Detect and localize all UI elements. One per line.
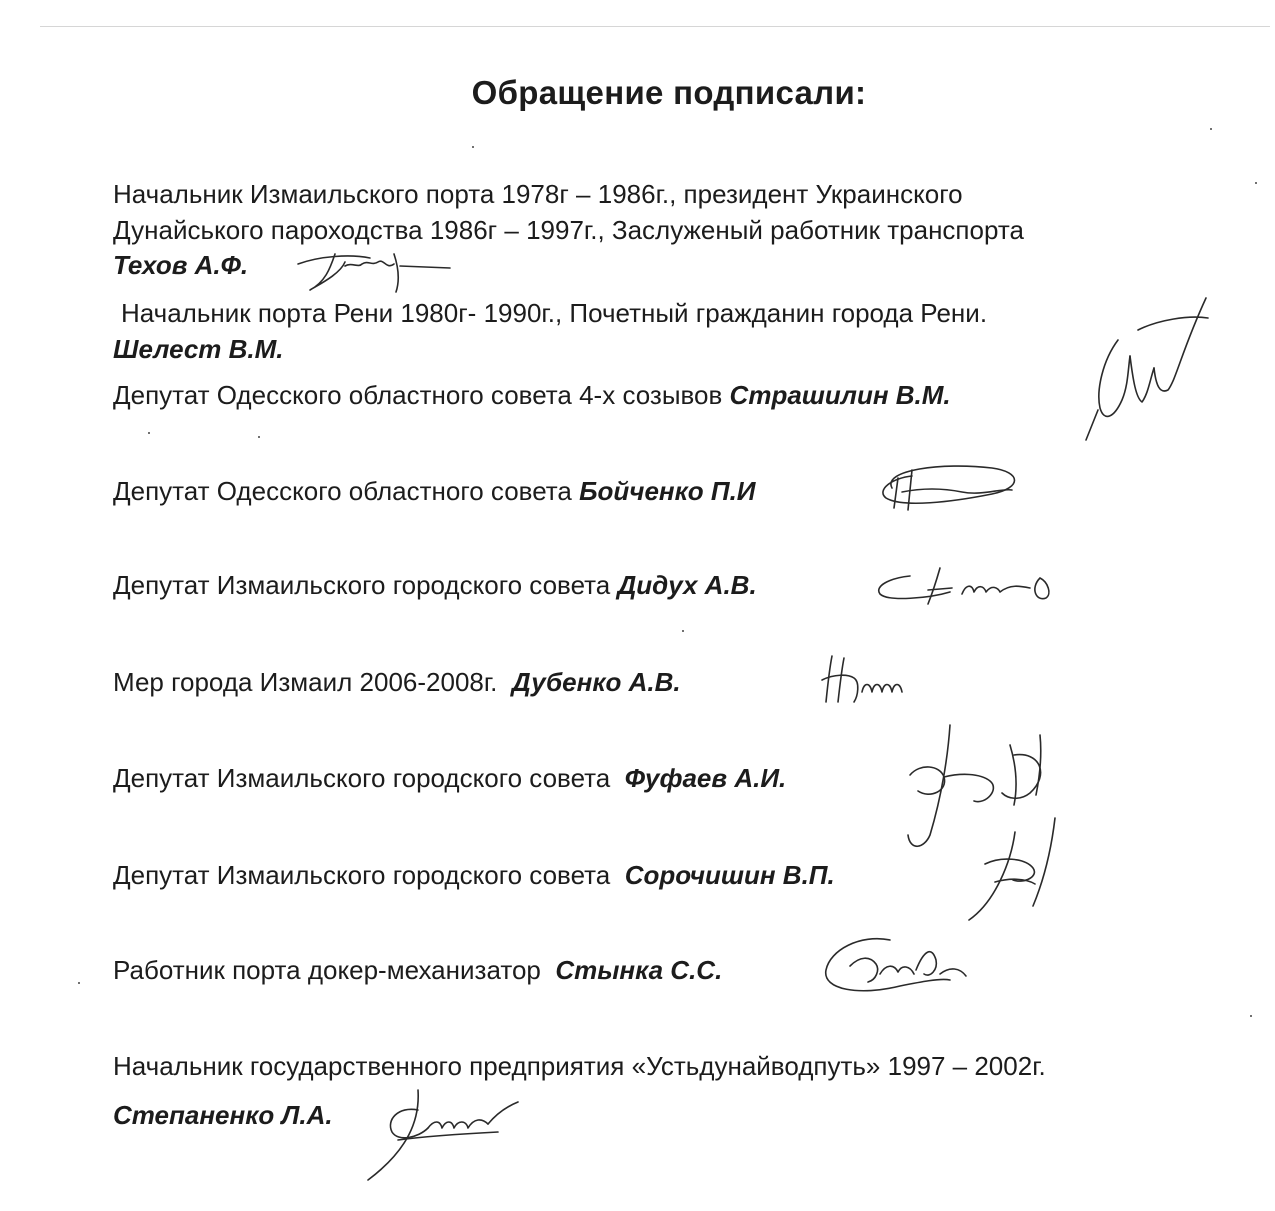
scan-speck [258,436,260,438]
scan-speck [1255,182,1257,184]
signature-dubenko [814,652,914,707]
page-title: Обращение подписали: [471,74,867,111]
entry-2-signatory-name: Шелест В.М. [113,334,284,364]
entry-9-position: Работник порта докер-механизатор [113,955,541,985]
entry-3-text [113,382,951,408]
scan-edge-line [40,26,1270,27]
signature-stynka [820,930,980,1002]
entry-5-signatory-name: Дидух А.В. [617,570,757,600]
entry-6-signatory-name: Дубенко А.В. [511,667,681,697]
entry-6-text [113,669,681,695]
entry-6-position: Мер города Измаил 2006-2008г. [113,667,498,697]
signature-boychenko [872,458,1027,523]
scan-speck [78,982,80,984]
scan-speck [1210,128,1212,130]
entry-2-text: Начальник порта Рени 1980г- 1990г., Почетный гражданин города Рени. [121,298,988,328]
entry-3-position: Депутат Одесского областного совета 4-х созывов [113,380,723,410]
entry-4-signatory-name: Бойченко П.И [579,476,756,506]
entry-10-text: Начальник государственного предприятия «Устьдунайводпуть» 1997 – 2002г. [113,1051,1046,1081]
scan-speck [148,432,150,434]
entry-9-text [113,957,722,983]
entry-1-signatory-name: Техов А.Ф. [113,250,249,280]
scan-speck [472,146,474,148]
scan-speck [682,630,684,632]
entry-8-signatory-name: Сорочишин В.П. [624,860,835,890]
signature-shelest [1078,290,1218,445]
signature-didukh [870,558,1060,616]
entry-8-position: Депутат Измаильского городского совета [113,860,611,890]
entry-7-signatory-name: Фуфаев А.И. [624,763,787,793]
signature-stepanenko [358,1080,528,1185]
entry-5-position: Депутат Измаильского городского совета [113,570,611,600]
entry-1-text-line-2: Дунайського пароходства 1986г – 1997г., Заслуженый работник транспорта [113,215,1024,245]
entry-9-signatory-name: Стынка С.С. [555,955,723,985]
entry-5-text [113,572,757,598]
entry-7-text [113,765,786,791]
entry-4-position: Депутат Одесского областного совета [113,476,572,506]
entry-10-signatory-name: Степаненко Л.А. [113,1100,333,1130]
entry-7-position: Депутат Измаильского городского совета [113,763,611,793]
signature-sorochishin [955,812,1065,927]
entry-3-signatory-name: Страшилин В.М. [729,380,951,410]
signature-tekhov [290,244,460,299]
entry-4-text [113,478,756,504]
scan-speck [1250,1015,1252,1017]
entry-1-text-line-1: Начальник Измаильского порта 1978г – 1986г., президент Украинского [113,179,963,209]
entry-8-text [113,862,835,888]
